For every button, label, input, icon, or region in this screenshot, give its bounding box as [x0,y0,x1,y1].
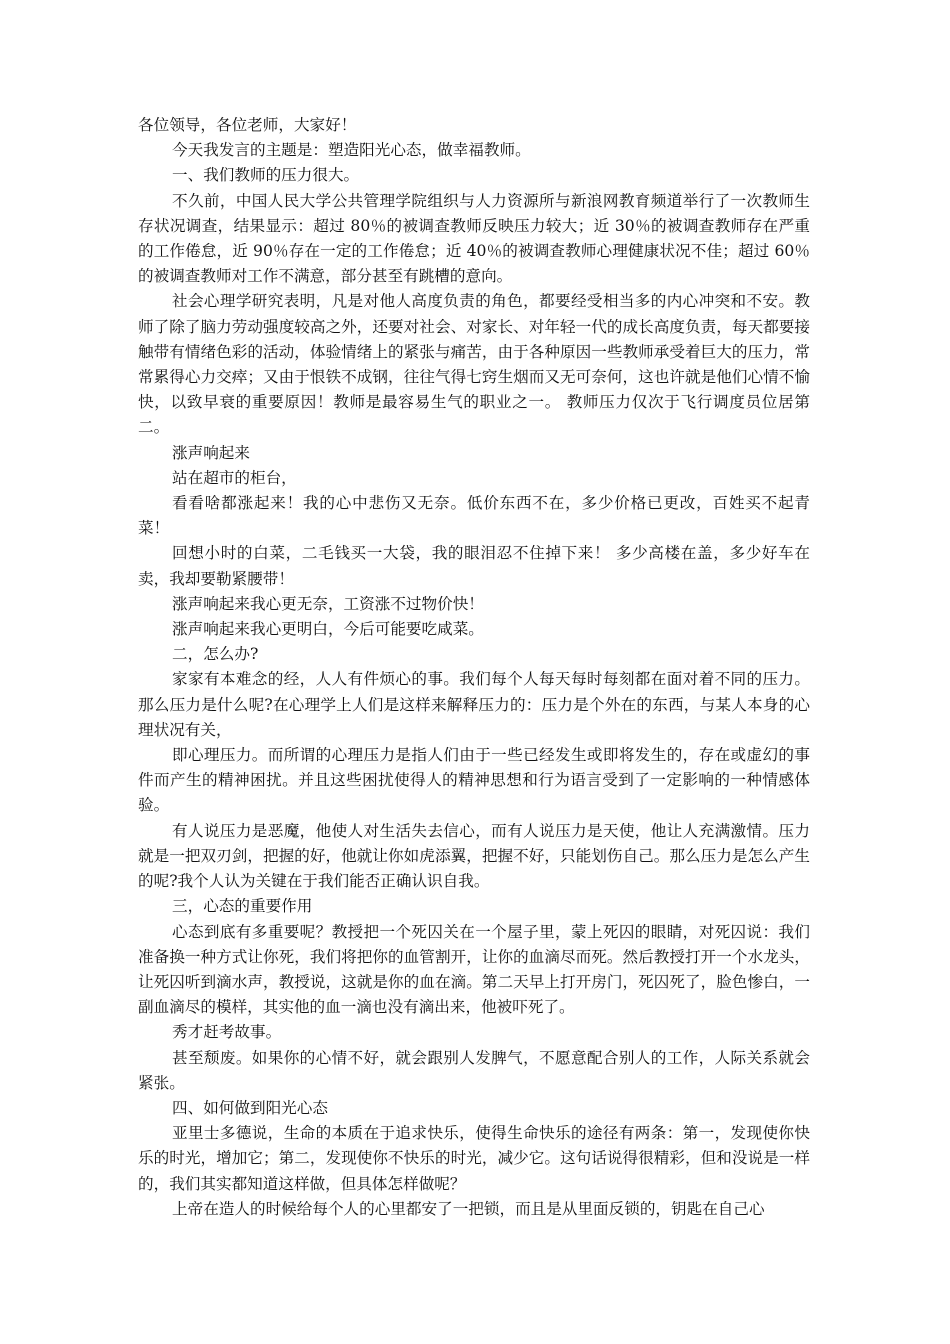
double-edged-sword-paragraph: 有人说压力是恶魔，他使人对生活失去信心，而有人说压力是天使，他让人充满激情。压力就是一把双刃剑，把握的好，他就让你如虎添翼，把握不好，只能划伤自己。那么压力是怎么产生的呢?我个人认为关键在于我们能否正确认识自我。 [138,821,810,891]
poem-line: 涨声响起来我心更明白，今后可能要吃咸菜。 [172,620,484,639]
pressure-definition-paragraph: 家家有本难念的经，人人有件烦心的事。我们每个人每天每时每刻都在面对着不同的压力。那么压力是什么呢?在心理学上人们是这样来解释压力的：压力是个外在的东西，与某人本身的心理状况有关， [138,670,810,739]
prisoner-story-paragraph: 心态到底有多重要呢？教授把一个死囚关在一个屋子里，蒙上死囚的眼睛，对死囚说：我们准备换一种方式让你死，我们将把你的血管割开，让你的血滴尽而死。然后教授打开一个水龙头，让死囚听到滴水声，教授说，这就是你的血在滴。第二天早上打开房门，死囚死了，脸色惨白，一副血滴尽的模样，其实他的血一滴也没有滴出来，他被吓死了。 [138,922,810,1017]
psychological-pressure-paragraph: 即心理压力。而所谓的心理压力是指人们由于一些已经发生或即将发生的，存在或虚幻的事件而产生的精神困扰。并且这些困扰使得人的精神思想和行为语言受到了一定影响的一种情感体验。 [138,746,810,815]
survey-paragraph: 不久前，中国人民大学公共管理学院组织与人力资源所与新浪网教育频道举行了一次教师生存状况调查，结果显示：超过 80％的被调查教师反映压力较大；近 30％的被调查教师存在严重的工作倦怠，近 90％存在一定的工作倦怠；近 40％的被调查教师心理健康状况不佳；超过 60％的被调查教师对工作不满意，部分甚至有跳槽的意向。 [138,191,810,286]
section-heading-4: 四、如何做到阳光心态 [172,1098,328,1117]
topic-paragraph: 今天我发言的主题是：塑造阳光心态，做幸福教师。 [172,141,531,160]
poem-line: 回想小时的白菜，二毛钱买一大袋，我的眼泪忍不住掉下来！ 多少高楼在盖，多少好车在卖，我却要勒紧腰带！ [138,544,810,588]
psychology-paragraph: 社会心理学研究表明，凡是对他人高度负责的角色，都要经受相当多的内心冲突和不安。教师了除了脑力劳动强度较高之外，还要对社会、对家长、对年轻一代的成长高度负责，每天都要接触带有情绪色彩的活动，体验情绪上的紧张与痛苦，由于各种原因一些教师承受着巨大的压力，常常累得心力交瘁；又由于恨铁不成钢，往往气得七窍生烟而又无可奈何，这也许就是他们心情不愉快，以致早衰的重要原因！教师是最容易生气的职业之一。 教师压力仅次于飞行调度员位居第二。 [138,292,810,437]
bad-mood-paragraph: 甚至颓废。如果你的心情不好，就会跟别人发脾气，不愿意配合别人的工作，人际关系就会紧张。 [138,1048,810,1092]
aristotle-paragraph: 亚里士多德说，生命的本质在于追求快乐，使得生命快乐的途径有两条：第一，发现使你快乐的时光，增加它；第二，发现使你不快乐的时光，减少它。这句话说得很精彩，但和没说是一样的，我们其实都知道这样做，但具体怎样做呢？ [138,1124,810,1193]
document-body [138,113,810,1222]
scholar-story-paragraph: 秀才赶考故事。 [172,1023,282,1042]
poem-line: 站在超市的柜台， [172,468,297,487]
greeting-paragraph: 各位领导，各位老师，大家好！ [138,116,357,134]
section-heading-3: 三，心态的重要作用 [172,897,313,916]
poem-line: 看看啥都涨起来！我的心中悲伤又无奈。低价东西不在，多少价格已更改，百姓买不起青菜！ [138,494,810,538]
section-heading-1: 一、我们教师的压力很大。 [172,166,360,185]
poem-title: 涨声响起来 [172,443,250,462]
poem-line: 涨声响起来我心更无奈，工资涨不过物价快！ [172,594,484,613]
lock-paragraph: 上帝在造人的时候给每个人的心里都安了一把锁，而且是从里面反锁的，钥匙在自己心 [172,1199,765,1218]
section-heading-2: 二，怎么办? [172,645,259,664]
